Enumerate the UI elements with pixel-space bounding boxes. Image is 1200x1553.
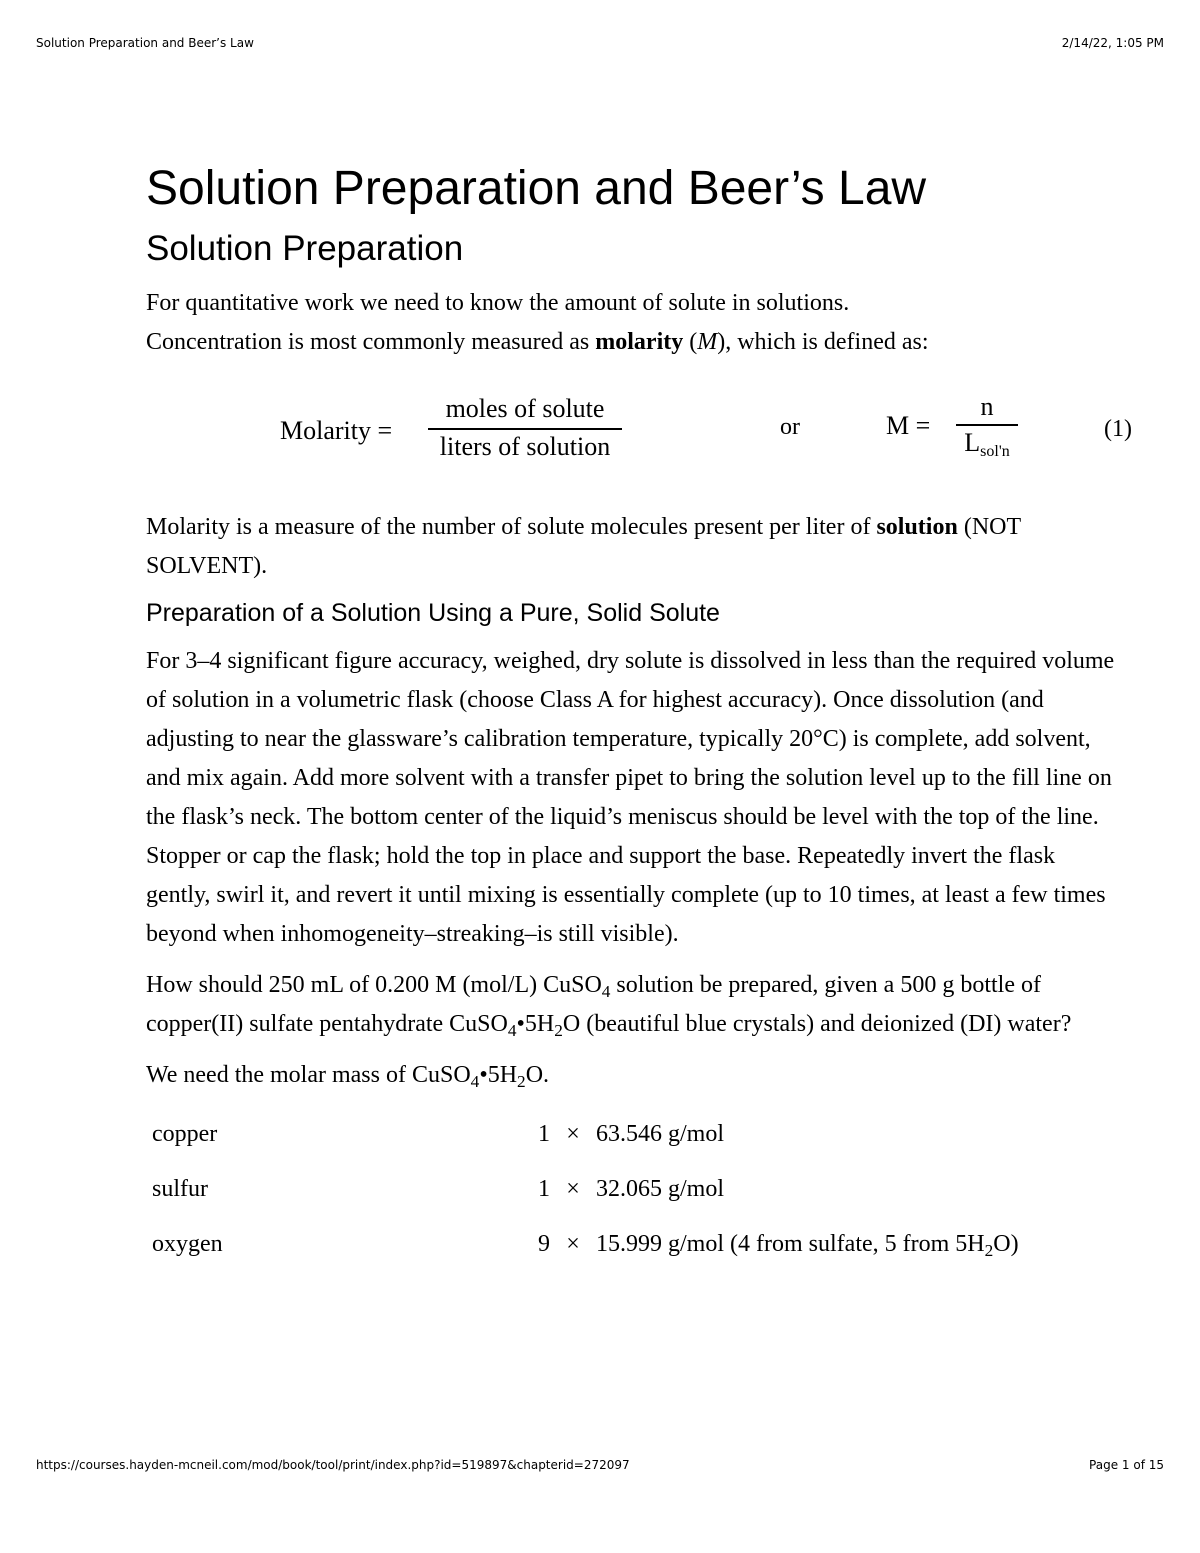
atomic-mass: 15.999 g/mol (4 from sulfate, 5 from $5H_2O$) bbox=[596, 1230, 1019, 1260]
molarity-equation bbox=[146, 391, 1132, 504]
atomic-mass: 32.065 g/mol bbox=[596, 1175, 725, 1202]
procedure-paragraph: For 3–4 significant figure accuracy, weighed, dry solute is dissolved in less than the required volume of solution in a volumetric flask (choose Class A for highest accuracy). Once dissolution (and adjusting to near the glassware’s calibration temperature, typically 20°C) is complete, add solvent, and mix again. Add more solvent with a transfer pipet to bring the solution level up to the fill line on the flask’s neck. The bottom center of the liquid’s meniscus should be level with the top of the line. Stopper or cap the flask; hold the top in place and support the base. Repeatedly invert the flask gently, swirl it, and revert it until mixing is essentially complete (up to 10 times, at least a few times beyond when inhomogeneity–streaking–is still visible). bbox=[146, 647, 1115, 947]
table-row bbox=[146, 1162, 1025, 1217]
section-heading: Solution Preparation bbox=[146, 228, 464, 268]
molar-mass-intro: We need the molar mass of $CuSO_4•5H_2O$. bbox=[146, 1061, 550, 1091]
element-name: sulfur bbox=[152, 1175, 208, 1202]
table-row bbox=[146, 1217, 1025, 1272]
times-symbol: × bbox=[566, 1175, 580, 1202]
atomic-mass: 63.546 g/mol bbox=[596, 1120, 725, 1147]
print-header bbox=[36, 36, 1164, 50]
intro-paragraph: For quantitative work we need to know the amount of solute in solutions. Concentration is most commonly measured as molarity (M), which is defined as: bbox=[146, 289, 929, 355]
equation-numerator-short: n bbox=[956, 392, 1018, 426]
print-header-datetime: 2/14/22, 1:05 PM bbox=[1061, 36, 1164, 50]
equation-lhs-short: M = bbox=[886, 410, 931, 440]
equation-lhs: Molarity = bbox=[280, 415, 393, 445]
molarity-term: molarity bbox=[595, 328, 684, 355]
question-paragraph: How should 250 mL of 0.200 M (mol/L) CuSO$_4$ solution be prepared, given a 500 g bottle of copper(II) sulfate pentahydrate $CuSO_4•5H_2O$ (beautiful blue crystals) and deionized (DI) water? bbox=[146, 971, 1072, 1040]
print-header-title: Solution Preparation and Beer’s Law bbox=[36, 36, 254, 50]
atom-count: 1 bbox=[538, 1175, 550, 1202]
atom-count: 9 bbox=[538, 1230, 550, 1257]
print-footer-url: https://courses.hayden-mcneil.com/mod/book/tool/print/index.php?id=519897&chapterid=272097 bbox=[36, 1458, 630, 1472]
molarity-note: Molarity is a measure of the number of solute molecules present per liter of solution (NOT SOLVENT). bbox=[146, 513, 1021, 579]
oxygen-note: (4 from sulfate, 5 from 5H bbox=[724, 1230, 985, 1257]
print-footer bbox=[36, 1458, 1164, 1472]
molar-mass-table bbox=[146, 1107, 1025, 1272]
molarity-symbol: M bbox=[697, 328, 718, 355]
times-symbol: × bbox=[566, 1230, 580, 1257]
equation-numerator: moles of solute bbox=[428, 394, 622, 430]
element-name: oxygen bbox=[152, 1230, 223, 1257]
element-name: copper bbox=[152, 1120, 218, 1147]
table-row bbox=[146, 1107, 1025, 1162]
intro-line-1: For quantitative work we need to know the amount of solute in solutions. bbox=[146, 289, 850, 316]
equation-or: or bbox=[780, 413, 800, 440]
times-symbol: × bbox=[566, 1120, 580, 1147]
subsection-heading: Preparation of a Solution Using a Pure, Solid Solute bbox=[146, 598, 720, 627]
equation-fraction bbox=[428, 394, 622, 462]
page-title: Solution Preparation and Beer’s Law bbox=[146, 162, 927, 215]
equation-number: (1) bbox=[1104, 415, 1132, 442]
print-footer-page: Page 1 of 15 bbox=[1089, 1458, 1164, 1472]
document-body bbox=[146, 150, 1132, 1272]
equation-fraction-short bbox=[956, 392, 1018, 458]
equation-denominator: liters of solution bbox=[439, 431, 611, 461]
atom-count: 1 bbox=[538, 1120, 550, 1147]
equation-denominator-short: $L_{sol'n}$ bbox=[964, 427, 1010, 460]
